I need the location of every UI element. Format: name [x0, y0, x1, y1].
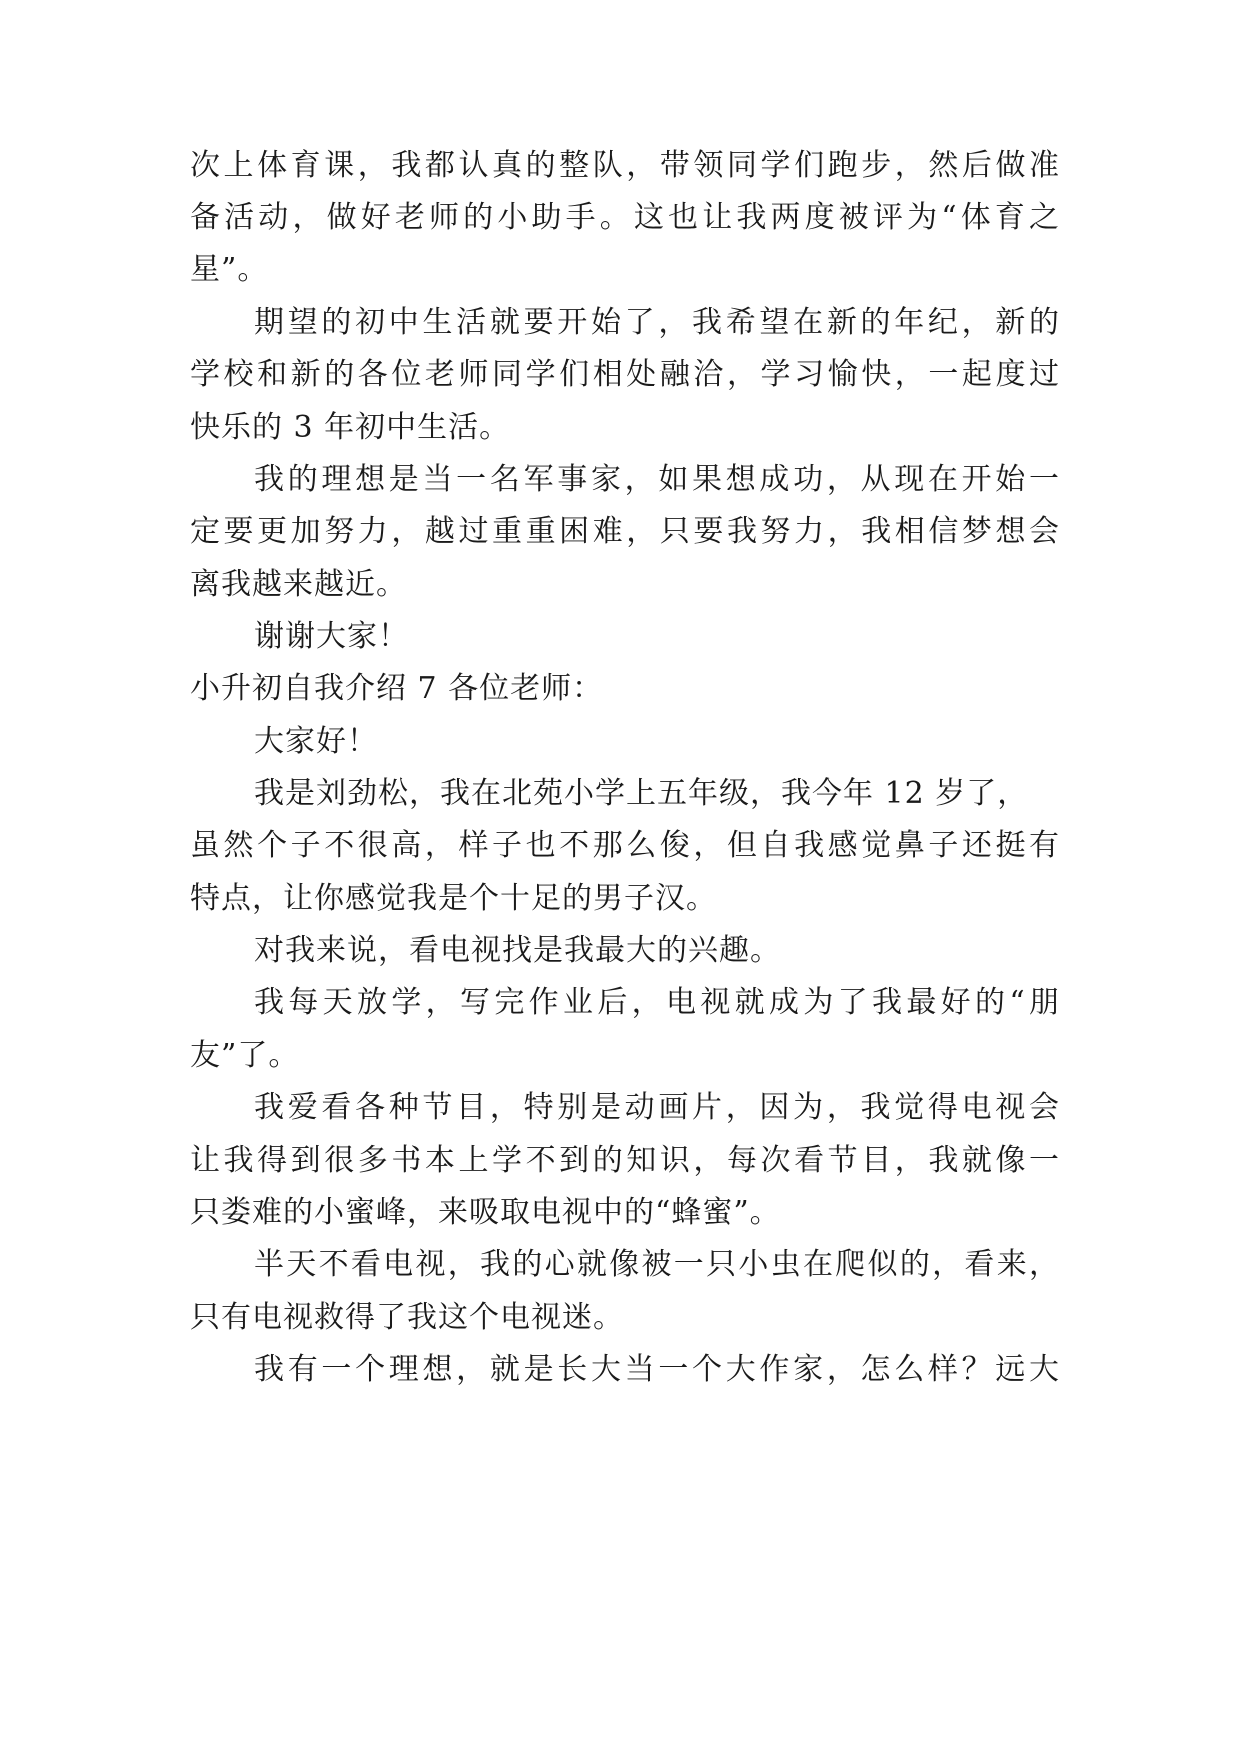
text-line: 学校和新的各位老师同学们相处融洽，学习愉快，一起度过 [190, 357, 1060, 392]
text-line: 星”。 [190, 252, 269, 287]
text-line: 我有一个理想，就是长大当一个大作家，怎么样？远大 [254, 1352, 1060, 1387]
text-line: 谢谢大家！ [254, 619, 409, 654]
text-line: 只娄难的小蜜峰，来吸取电视中的“蜂蜜”。 [190, 1195, 781, 1230]
text-line: 小升初自我介绍 7 各位老师： [190, 671, 604, 706]
text-line: 定要更加努力，越过重重困难，只要我努力，我相信梦想会 [190, 514, 1060, 549]
text-line: 只有电视救得了我这个电视迷。 [190, 1300, 624, 1335]
text-line: 快乐的 3 年初中生活。 [190, 410, 511, 445]
text-line: 我的理想是当一名军事家，如果想成功，从现在开始一 [254, 462, 1060, 497]
text-line: 大家好！ [254, 724, 378, 759]
text-line: 备活动，做好老师的小助手。这也让我两度被评为“体育之 [190, 200, 1060, 235]
text-line: 虽然个子不很高，样子也不那么俊，但自我感觉鼻子还挺有 [190, 828, 1060, 863]
text-line: 离我越来越近。 [190, 567, 407, 602]
text-line: 次上体育课，我都认真的整队，带领同学们跑步，然后做准 [190, 148, 1060, 183]
text-line: 友”了。 [190, 1038, 300, 1073]
text-line: 我爱看各种节目，特别是动画片，因为，我觉得电视会 [254, 1090, 1060, 1125]
text-line: 特点，让你感觉我是个十足的男子汉。 [190, 881, 717, 916]
text-line: 对我来说，看电视找是我最大的兴趣。 [254, 933, 781, 968]
text-line: 我是刘劲松，我在北苑小学上五年级，我今年 12 岁了， [254, 776, 1029, 811]
text-line: 期望的初中生活就要开始了，我希望在新的年纪，新的 [254, 305, 1060, 340]
text-line: 我每天放学，写完作业后，电视就成为了我最好的“朋 [254, 985, 1060, 1020]
text-line: 让我得到很多书本上学不到的知识，每次看节目，我就像一 [190, 1143, 1060, 1178]
text-line: 半天不看电视，我的心就像被一只小虫在爬似的，看来， [254, 1247, 1060, 1282]
